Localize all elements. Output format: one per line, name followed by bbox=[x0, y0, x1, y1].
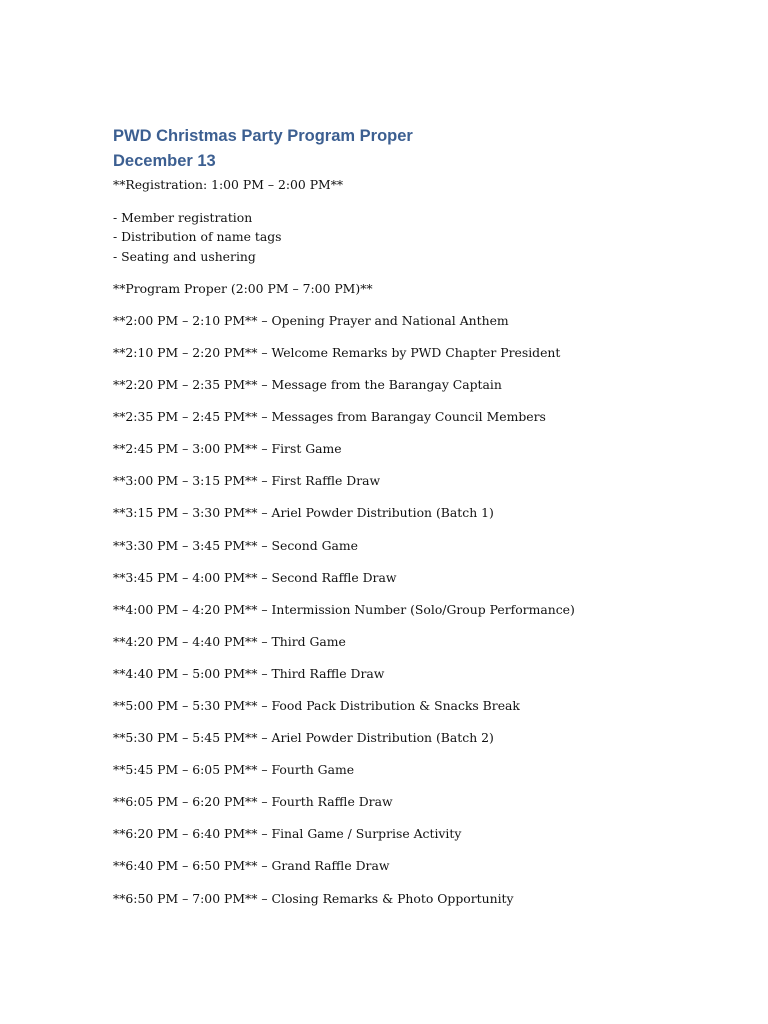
schedule-item: **5:30 PM – 5:45 PM** – Ariel Powder Distribution (Batch 2) bbox=[113, 730, 494, 746]
schedule-item: **6:05 PM – 6:20 PM** – Fourth Raffle Draw bbox=[113, 794, 393, 810]
list-item: - Seating and ushering bbox=[113, 248, 256, 264]
schedule-list bbox=[113, 312, 733, 908]
schedule-item: **2:10 PM – 2:20 PM** – Welcome Remarks by PWD Chapter President bbox=[113, 344, 561, 360]
schedule-item: **2:35 PM – 2:45 PM** – Messages from Barangay Council Members bbox=[113, 409, 546, 425]
schedule-item: **2:00 PM – 2:10 PM** – Opening Prayer and National Anthem bbox=[113, 312, 509, 328]
schedule-item: **2:45 PM – 3:00 PM** – First Game bbox=[113, 441, 342, 457]
list-item: - Distribution of name tags bbox=[113, 229, 282, 245]
document-title: PWD Christmas Party Program Proper bbox=[113, 127, 413, 145]
schedule-item: **3:00 PM – 3:15 PM** – First Raffle Draw bbox=[113, 473, 381, 489]
program-heading: **Program Proper (2:00 PM – 7:00 PM)** bbox=[113, 280, 373, 296]
schedule-item: **5:00 PM – 5:30 PM** – Food Pack Distribution & Snacks Break bbox=[113, 698, 520, 714]
schedule-item: **5:45 PM – 6:05 PM** – Fourth Game bbox=[113, 762, 355, 778]
schedule-item: **3:30 PM – 3:45 PM** – Second Game bbox=[113, 537, 358, 553]
schedule-item: **6:40 PM – 6:50 PM** – Grand Raffle Draw bbox=[113, 858, 390, 874]
schedule-item: **3:15 PM – 3:30 PM** – Ariel Powder Distribution (Batch 1) bbox=[113, 505, 494, 521]
schedule-item: **4:00 PM – 4:20 PM** – Intermission Number (Solo/Group Performance) bbox=[113, 601, 575, 617]
schedule-item: **3:45 PM – 4:00 PM** – Second Raffle Draw bbox=[113, 569, 397, 585]
schedule-item: **4:20 PM – 4:40 PM** – Third Game bbox=[113, 633, 346, 649]
schedule-item: **2:20 PM – 2:35 PM** – Message from the Barangay Captain bbox=[113, 377, 502, 393]
schedule-item: **4:40 PM – 5:00 PM** – Third Raffle Draw bbox=[113, 665, 385, 681]
document-content bbox=[113, 124, 733, 922]
schedule-item: **6:20 PM – 6:40 PM** – Final Game / Surprise Activity bbox=[113, 826, 462, 842]
schedule-item: **6:50 PM – 7:00 PM** – Closing Remarks & Photo Opportunity bbox=[113, 890, 514, 906]
registration-heading: **Registration: 1:00 PM – 2:00 PM** bbox=[113, 177, 344, 192]
document-date: December 13 bbox=[113, 152, 216, 170]
list-item: - Member registration bbox=[113, 210, 253, 225]
registration-list bbox=[113, 208, 733, 266]
